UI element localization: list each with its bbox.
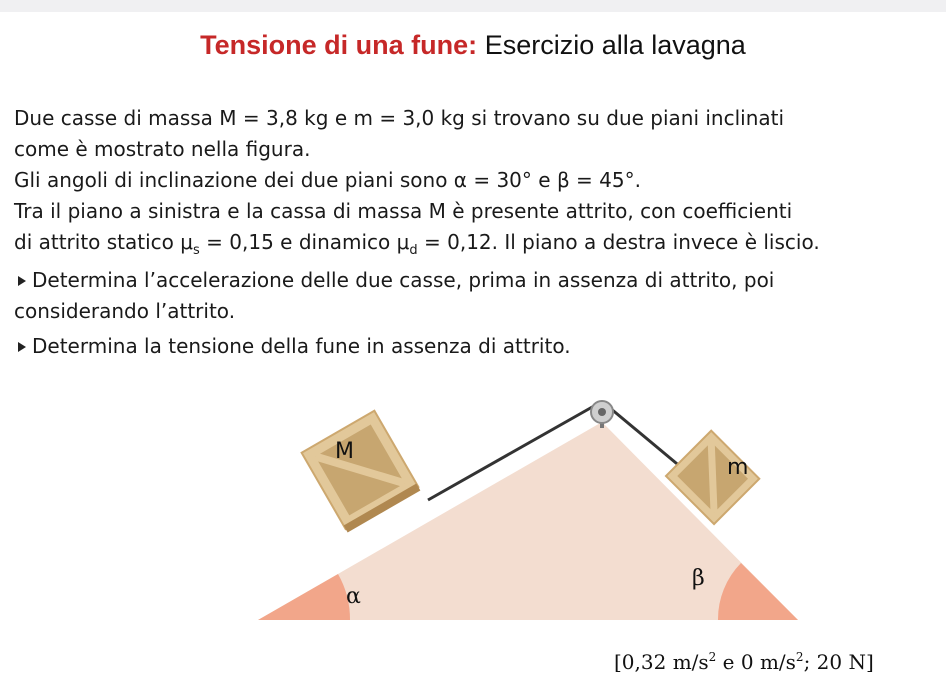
text-l3-mid: e <box>531 168 557 192</box>
text-l5-pre: di attrito statico <box>14 230 181 254</box>
text-l5-post: = 0,12. Il piano a destra invece è liscio. <box>417 230 820 254</box>
title-highlight: Tensione di una fune: <box>200 30 478 60</box>
text-l7: considerando l’attrito. <box>14 299 236 323</box>
text-l8: Determina la tensione della fune in assenza di attrito. <box>32 334 571 358</box>
answer-open: [0,32 m/s <box>614 650 709 674</box>
text-l3-post: . <box>634 168 641 192</box>
answer-mid: e 0 m/s <box>716 650 796 674</box>
label-alpha: α <box>346 584 361 609</box>
answer-sup-1: 2 <box>708 650 717 664</box>
label-m: m <box>727 455 749 480</box>
title-rest: Esercizio alla lavagna <box>484 30 746 60</box>
mu-s-subscript: s <box>193 243 200 258</box>
answer-sup-2: 2 <box>795 650 804 664</box>
pulley <box>591 401 613 428</box>
label-M: M <box>335 439 354 464</box>
mu-d-subscript: d <box>409 243 418 258</box>
crate-M <box>302 411 421 533</box>
text-l4: Tra il piano a sinistra e la cassa di massa M è presente attrito, con coefficienti <box>14 199 793 223</box>
angle-alpha-wedge <box>258 574 350 620</box>
text-l5-mid: = 0,15 e dinamico <box>199 230 397 254</box>
text-l1: Due casse di massa M = 3,8 kg e m = 3,0 kg si trovano su due piani inclinati <box>14 106 785 130</box>
mu-symbol-2: μ <box>396 230 410 254</box>
label-beta: β <box>692 566 705 591</box>
alpha-value: α = 30° <box>453 168 532 192</box>
text-l6: Determina l’accelerazione delle due casse, prima in assenza di attrito, poi <box>32 268 775 292</box>
mu-symbol: μ <box>180 230 194 254</box>
answer-close: ; 20 N] <box>803 650 874 674</box>
text-l3-pre: Gli angoli di inclinazione dei due piani sono <box>14 168 454 192</box>
beta-value: β = 45° <box>556 168 635 192</box>
text-l2: come è mostrato nella figura. <box>14 137 311 161</box>
answer-text <box>614 650 874 674</box>
